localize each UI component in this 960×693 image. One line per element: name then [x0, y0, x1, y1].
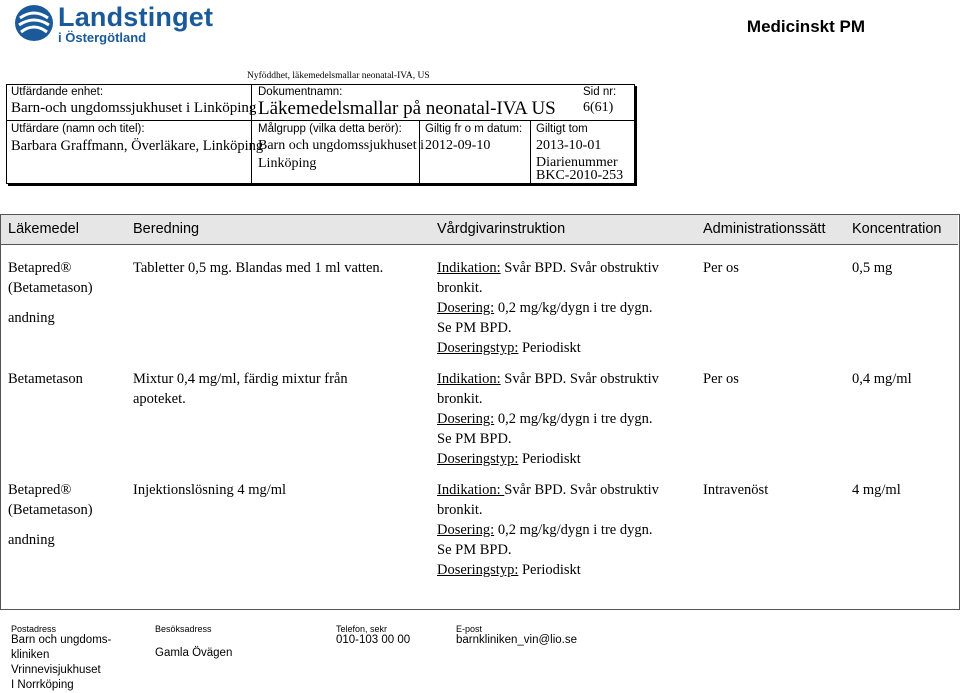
table-row: [8, 369, 83, 389]
col-header-concentration: Koncentration: [852, 221, 942, 237]
diary-number: BKC-2010-253: [536, 168, 624, 183]
dosetype-label: Doseringstyp:: [437, 340, 519, 356]
dosing-label: Dosering:: [437, 300, 495, 316]
col-header-drug: Läkemedel: [8, 221, 79, 237]
logo: [0, 0, 220, 48]
diary-label: Diarienummer: [536, 155, 618, 170]
table-row: [8, 480, 93, 550]
visit-label: Besöksadress: [155, 624, 212, 634]
email-label: E-post: [456, 624, 483, 634]
dosing-label: Dosering:: [437, 522, 495, 538]
preparation: Tabletter 0,5 mg. Blandas med 1 ml vatten.: [133, 260, 384, 276]
page-number: 6(61): [583, 100, 614, 115]
postal-label: Postadress: [11, 624, 57, 634]
visit-address: Gamla Övägen: [155, 647, 233, 659]
email-link[interactable]: barnkliniken_vin@lio.se: [456, 634, 577, 646]
dosetype-label: Doseringstyp:: [437, 562, 519, 578]
route: Per os: [703, 371, 739, 387]
indication-label: Indikation:: [437, 482, 505, 498]
indication-label: Indikation:: [437, 371, 501, 387]
route: Intravenöst: [703, 482, 769, 498]
valid-to: 2013-10-01: [536, 138, 602, 153]
col-header-instruction: Vårdgivarinstruktion: [437, 221, 566, 237]
instruction: Indikation: Svår BPD. Svår obstruktiv bronkit. Dosering: 0,2 mg/kg/dygn i tre dygn. Se PM BPD. Doseringstyp: Periodiskt: [437, 482, 659, 578]
target-group-line2: Linköping: [258, 156, 317, 171]
table-row: [8, 258, 93, 328]
concentration: 4 mg/ml: [852, 482, 901, 498]
preparation: Injektionslösning 4 mg/ml: [133, 482, 287, 498]
drug-name: Betapred®: [8, 482, 72, 498]
valid-from-label: Giltig fr o m datum:: [425, 123, 523, 135]
author: Barbara Graffmann, Överläkare, Linköping: [11, 138, 264, 154]
col-header-preparation: Beredning: [133, 221, 200, 237]
instruction: Indikation: Svår BPD. Svår obstruktiv bronkit. Dosering: 0,2 mg/kg/dygn i tre dygn. Se PM BPD. Doseringstyp: Periodiskt: [437, 260, 659, 356]
drug-usage: andning: [8, 310, 55, 326]
logo-emblem-icon: [14, 4, 54, 42]
issuing-unit: Barn-och ungdomssjukhuset i Linköping: [11, 100, 257, 116]
document-name-label: Dokumentnamn:: [258, 86, 343, 98]
valid-from: 2012-09-10: [425, 138, 491, 153]
route: Per os: [703, 260, 739, 276]
drug-generic: (Betametason): [8, 280, 93, 296]
author-label: Utfärdare (namn och titel):: [11, 123, 145, 135]
drug-usage: andning: [8, 532, 55, 548]
concentration: 0,5 mg: [852, 260, 893, 276]
drug-name: Betametason: [8, 371, 83, 387]
indication-label: Indikation:: [437, 260, 501, 276]
valid-to-label: Giltigt tom: [536, 123, 588, 135]
target-group-label: Målgrupp (vilka detta berör):: [258, 123, 402, 135]
document-type: Medicinskt PM: [746, 17, 865, 36]
postal-address: Barn och ungdoms- kliniken Vrinnevisjukhuset I Norrköping: [11, 634, 112, 691]
page-label: Sid nr:: [583, 86, 617, 98]
logo-name: Landstinget: [58, 2, 214, 32]
issuing-unit-label: Utfärdande enhet:: [11, 86, 104, 98]
breadcrumb: Nyföddhet, läkemedelsmallar neonatal-IVA, US: [247, 71, 430, 81]
preparation: Mixtur 0,4 mg/ml, färdig mixtur från apoteket.: [133, 371, 348, 407]
document-name: Läkemedelsmallar på neonatal-IVA US: [258, 98, 556, 119]
logo-region: i Östergötland: [58, 30, 147, 45]
target-group-line1: Barn och ungdomssjukhuset i: [258, 138, 425, 153]
phone-label: Telefon, sekr: [336, 624, 388, 634]
dosing-label: Dosering:: [437, 411, 495, 427]
instruction: Indikation: Svår BPD. Svår obstruktiv bronkit. Dosering: 0,2 mg/kg/dygn i tre dygn. Se PM BPD. Doseringstyp: Periodiskt: [437, 371, 659, 467]
drug-generic: (Betametason): [8, 502, 93, 518]
concentration: 0,4 mg/ml: [852, 371, 912, 387]
drug-name: Betapred®: [8, 260, 72, 276]
dosetype-label: Doseringstyp:: [437, 451, 519, 467]
phone: 010-103 00 00: [336, 634, 411, 646]
col-header-route: Administrationssätt: [703, 221, 826, 237]
